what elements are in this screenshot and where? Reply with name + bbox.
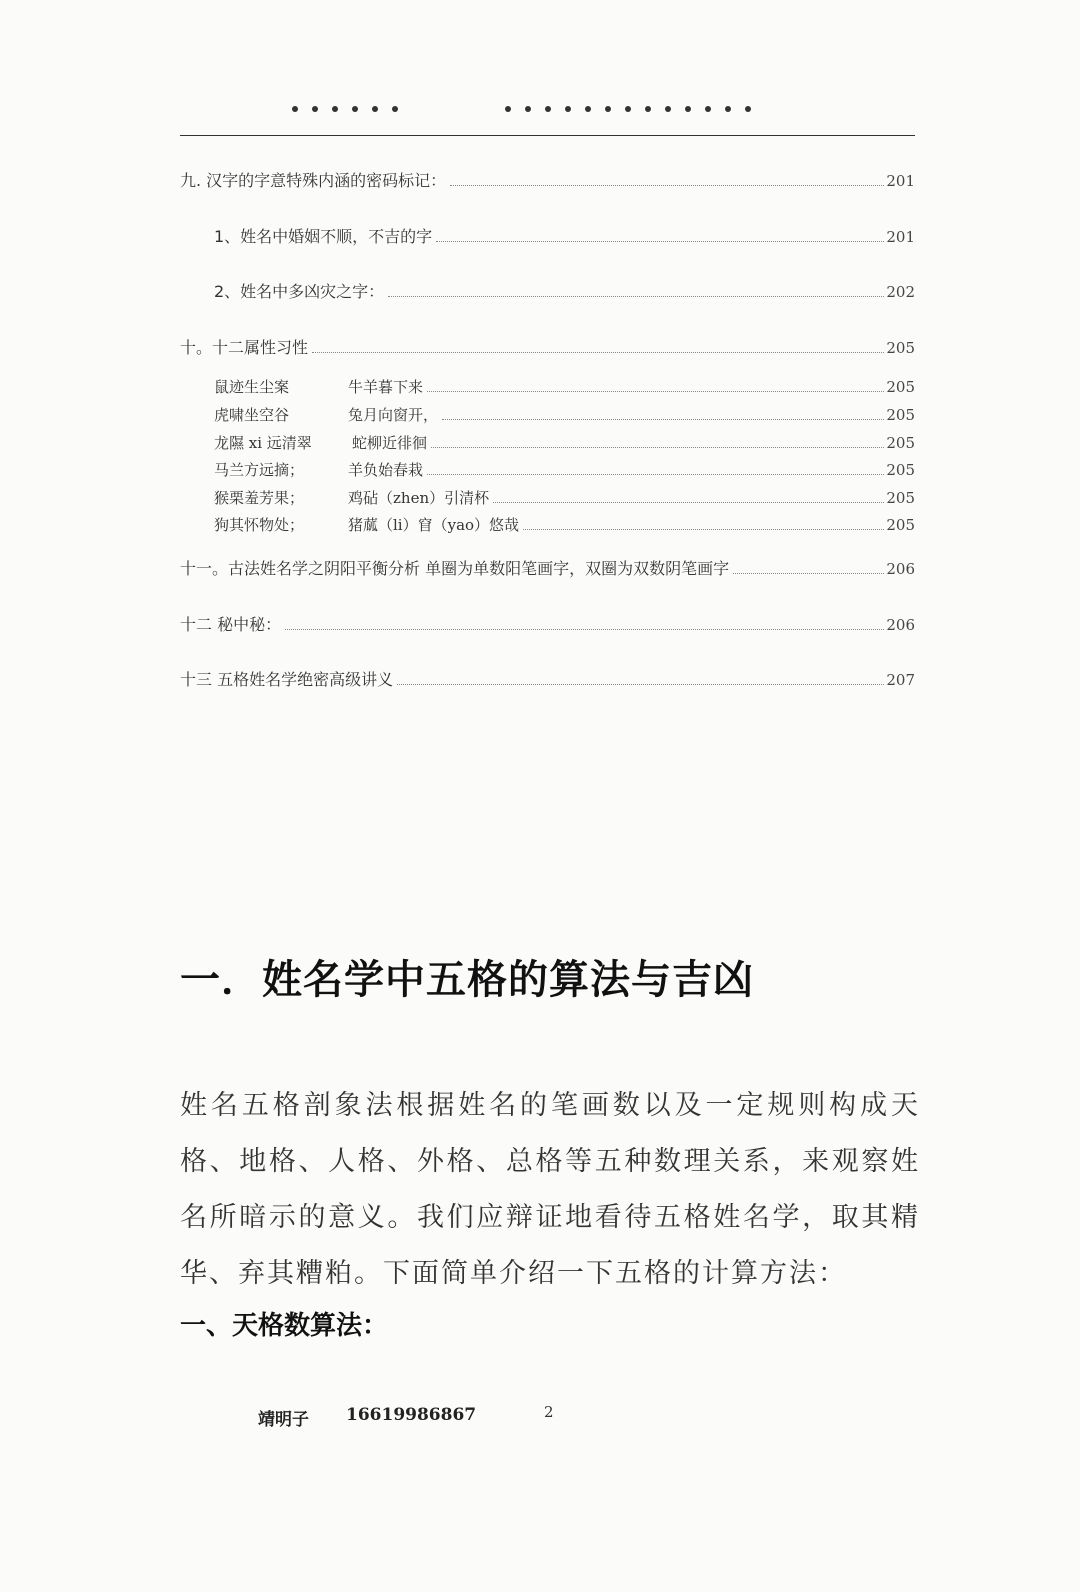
toc-leader bbox=[397, 684, 884, 685]
poem-left: 马兰方远摘； bbox=[214, 461, 305, 479]
toc-entry-page: 205 bbox=[886, 378, 915, 396]
poem-left: 猴栗羞芳果； bbox=[214, 489, 305, 507]
toc-entry-page: 202 bbox=[886, 283, 915, 301]
toc-entry[interactable] bbox=[180, 556, 915, 582]
footer-author: 靖明子 bbox=[258, 1410, 309, 1430]
toc-entry-label: 九. 汉字的字意特殊内涵的密码标记： bbox=[180, 171, 447, 190]
toc-entry-label: 十。十二属性习性 bbox=[180, 338, 309, 357]
toc-entry[interactable] bbox=[180, 667, 915, 693]
toc-poem-line[interactable] bbox=[214, 376, 915, 402]
toc-entry-page: 205 bbox=[886, 339, 915, 357]
toc-leader bbox=[436, 241, 884, 242]
toc-entry-label: 十二 秘中秘： bbox=[180, 615, 282, 634]
poem-left: 鼠迹生尘案 bbox=[214, 378, 290, 396]
toc-poem-line[interactable] bbox=[214, 432, 915, 458]
toc-entry-label: 2、姓名中多凶灾之字： bbox=[214, 282, 385, 301]
toc-leader bbox=[493, 502, 884, 503]
toc-entry[interactable] bbox=[180, 612, 915, 638]
toc-entry-page: 205 bbox=[886, 434, 915, 452]
poem-left: 龙隰 xi 远清翠 bbox=[214, 434, 312, 452]
toc-entry-page: 201 bbox=[886, 228, 915, 246]
toc-entry-page: 205 bbox=[886, 406, 915, 424]
toc-entry[interactable] bbox=[180, 335, 915, 361]
chapter-paragraph: 姓名五格剖象法根据姓名的笔画数以及一定规则构成天格、地格、人格、外格、总格等五种数理关系，来观察姓名所暗示的意义。我们应辩证地看待五格姓名学，取其精华、弃其糟粕。下面简单介绍一下五格的计算方法： bbox=[180, 1090, 920, 1289]
toc-poem-line[interactable] bbox=[214, 459, 915, 485]
toc-leader bbox=[523, 529, 884, 530]
toc-leader bbox=[733, 573, 884, 574]
toc-entry-page: 205 bbox=[886, 489, 915, 507]
header-dots-right bbox=[505, 106, 751, 120]
poem-right: 猪蓏（li）窅（yao）悠哉 bbox=[348, 516, 520, 534]
poem-left: 狗其怀物处； bbox=[214, 516, 305, 534]
toc-leader bbox=[427, 391, 884, 392]
toc-leader bbox=[442, 419, 884, 420]
toc-entry[interactable] bbox=[214, 224, 915, 250]
header-dots-left bbox=[292, 106, 398, 120]
toc-leader bbox=[285, 629, 884, 630]
header-rule bbox=[180, 135, 915, 136]
toc-leader bbox=[427, 474, 884, 475]
toc-entry-page: 205 bbox=[886, 516, 915, 534]
toc-leader bbox=[450, 185, 884, 186]
toc-leader bbox=[431, 447, 884, 448]
poem-left: 虎啸坐空谷 bbox=[214, 406, 290, 424]
toc-poem-line[interactable] bbox=[214, 487, 915, 513]
toc-entry-label: 十一。古法姓名学之阴阳平衡分析 单圈为单数阳笔画字，双圈为双数阴笔画字 bbox=[180, 559, 730, 578]
poem-right: 羊负始春栽 bbox=[348, 461, 424, 479]
toc-entry-page: 207 bbox=[886, 671, 915, 689]
toc-poem-line[interactable] bbox=[214, 514, 915, 540]
toc-entry-page: 201 bbox=[886, 172, 915, 190]
poem-right: 鸡砧（zhen）引清杯 bbox=[348, 489, 490, 507]
page-number: 2 bbox=[544, 1403, 554, 1421]
toc-entry[interactable] bbox=[180, 168, 915, 194]
toc-entry-label: 十三 五格姓名学绝密高级讲义 bbox=[180, 670, 394, 689]
toc-entry-label: 1、姓名中婚姻不顺，不吉的字 bbox=[214, 227, 433, 246]
toc-entry-page: 205 bbox=[886, 461, 915, 479]
chapter-title: 一．姓名学中五格的算法与吉凶 bbox=[180, 957, 754, 1003]
toc-entry-page: 206 bbox=[886, 560, 915, 578]
footer-phone: 16619986867 bbox=[346, 1405, 477, 1425]
toc-entry[interactable] bbox=[214, 279, 915, 305]
toc-entry-page: 206 bbox=[886, 616, 915, 634]
poem-right: 蛇柳近徘徊 bbox=[352, 434, 428, 452]
section-subheading: 一、天格数算法： bbox=[180, 1311, 389, 1341]
toc-poem-line[interactable] bbox=[214, 404, 915, 430]
toc-leader bbox=[312, 352, 884, 353]
toc-leader bbox=[388, 296, 884, 297]
poem-right: 牛羊暮下来 bbox=[348, 378, 424, 396]
poem-right: 兔月向窗开， bbox=[348, 406, 439, 424]
